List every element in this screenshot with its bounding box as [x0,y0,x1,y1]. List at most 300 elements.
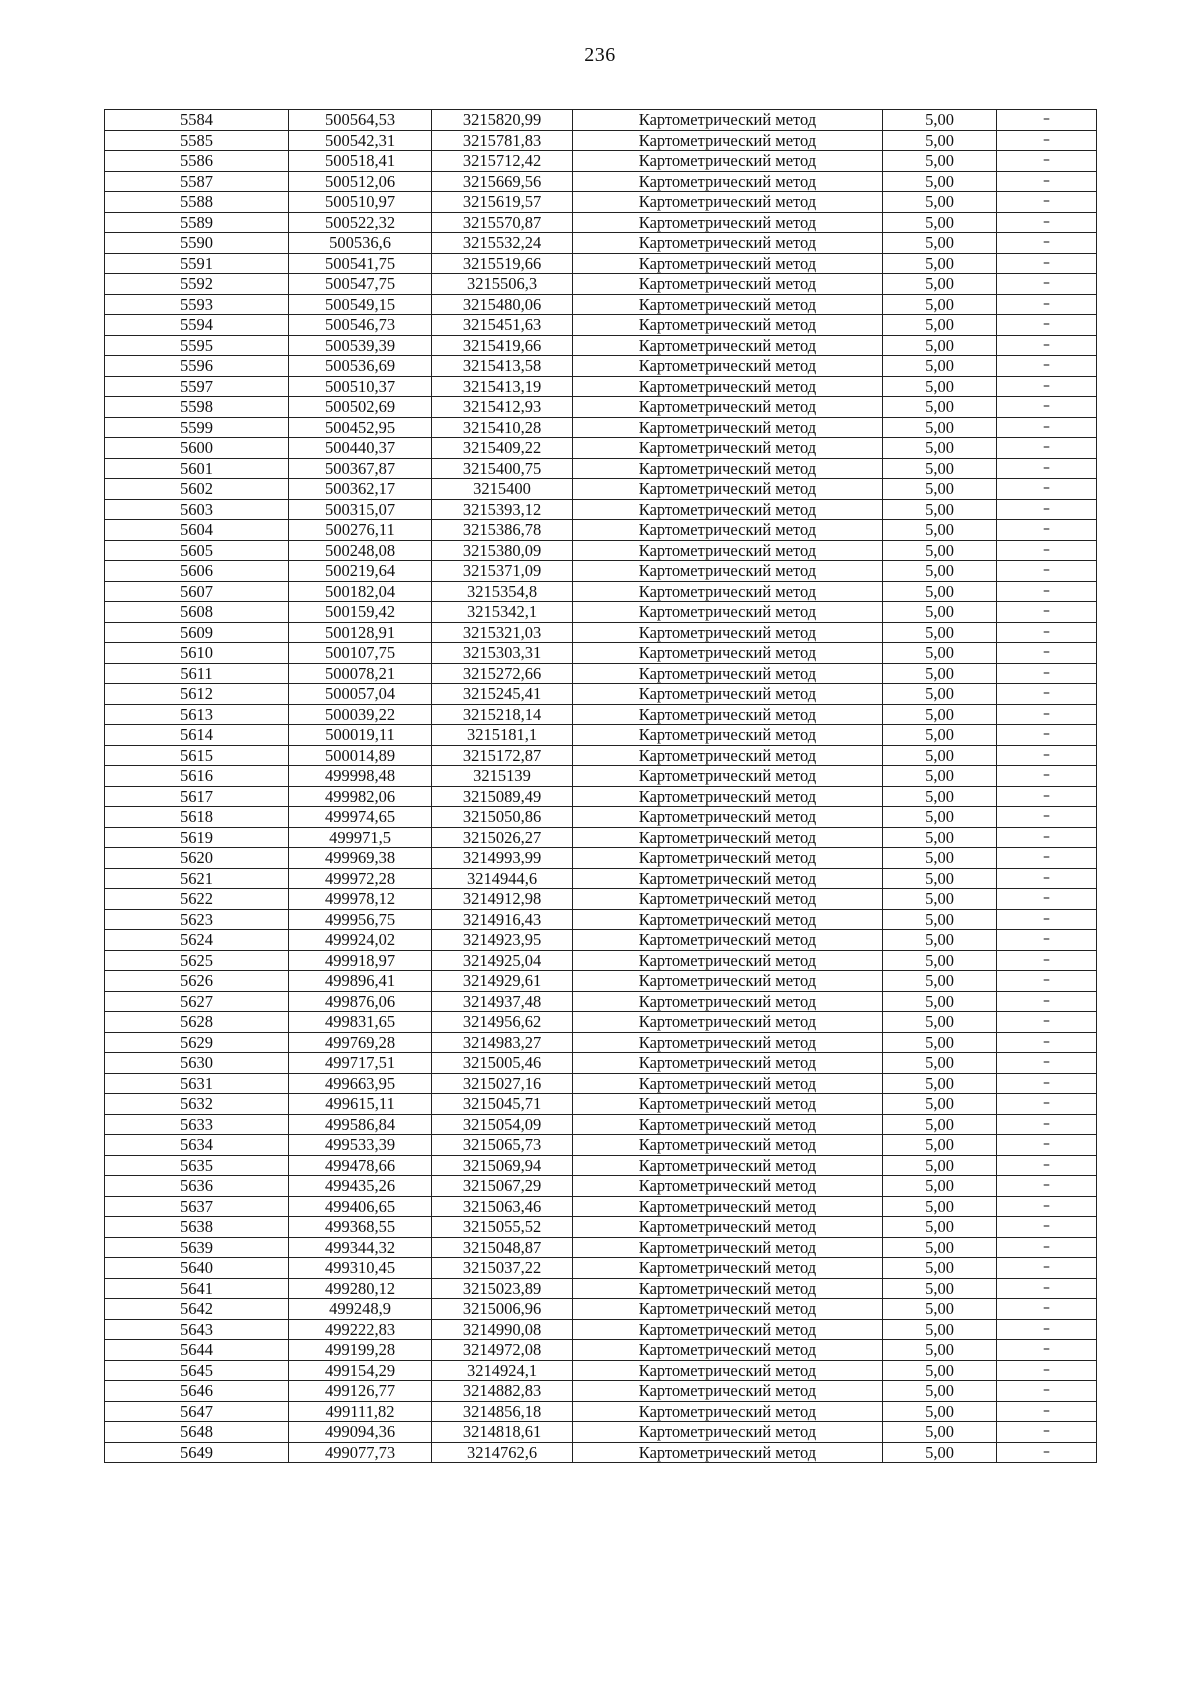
point-number-cell: 5620 [105,848,289,869]
method-cell: Картометрический метод [573,704,883,725]
x-coordinate-cell: 500248,08 [289,540,432,561]
point-number-cell: 5615 [105,745,289,766]
method-cell: Картометрический метод [573,807,883,828]
point-number-cell: 5629 [105,1032,289,1053]
x-coordinate-cell: 500502,69 [289,397,432,418]
point-number-cell: 5603 [105,499,289,520]
note-cell: – [997,315,1097,336]
y-coordinate-cell: 3215037,22 [432,1258,573,1279]
table-row [105,1258,1097,1279]
coordinates-table-body [105,110,1097,1463]
point-number-cell: 5612 [105,684,289,705]
table-row [105,1360,1097,1381]
x-coordinate-cell: 500522,32 [289,212,432,233]
note-cell: – [997,417,1097,438]
accuracy-cell: 5,00 [883,1340,997,1361]
table-row [105,233,1097,254]
point-number-cell: 5634 [105,1135,289,1156]
accuracy-cell: 5,00 [883,1196,997,1217]
y-coordinate-cell: 3215067,29 [432,1176,573,1197]
table-row [105,151,1097,172]
y-coordinate-cell: 3215181,1 [432,725,573,746]
table-row [105,909,1097,930]
table-row [105,1032,1097,1053]
accuracy-cell: 5,00 [883,622,997,643]
accuracy-cell: 5,00 [883,848,997,869]
point-number-cell: 5640 [105,1258,289,1279]
y-coordinate-cell: 3215409,22 [432,438,573,459]
table-row [105,1135,1097,1156]
method-cell: Картометрический метод [573,1094,883,1115]
point-number-cell: 5600 [105,438,289,459]
accuracy-cell: 5,00 [883,1012,997,1033]
x-coordinate-cell: 500539,39 [289,335,432,356]
point-number-cell: 5609 [105,622,289,643]
y-coordinate-cell: 3215393,12 [432,499,573,520]
x-coordinate-cell: 500057,04 [289,684,432,705]
accuracy-cell: 5,00 [883,1135,997,1156]
method-cell: Картометрический метод [573,889,883,910]
y-coordinate-cell: 3215712,42 [432,151,573,172]
method-cell: Картометрический метод [573,991,883,1012]
note-cell: – [997,1442,1097,1463]
method-cell: Картометрический метод [573,786,883,807]
point-number-cell: 5625 [105,950,289,971]
note-cell: – [997,151,1097,172]
y-coordinate-cell: 3214972,08 [432,1340,573,1361]
method-cell: Картометрический метод [573,1176,883,1197]
x-coordinate-cell: 500315,07 [289,499,432,520]
page-number: 236 [584,44,616,66]
method-cell: Картометрический метод [573,520,883,541]
accuracy-cell: 5,00 [883,1094,997,1115]
note-cell: – [997,274,1097,295]
table-row [105,971,1097,992]
x-coordinate-cell: 500546,73 [289,315,432,336]
x-coordinate-cell: 500549,15 [289,294,432,315]
note-cell: – [997,1012,1097,1033]
y-coordinate-cell: 3215089,49 [432,786,573,807]
x-coordinate-cell: 499310,45 [289,1258,432,1279]
note-cell: – [997,171,1097,192]
note-cell: – [997,192,1097,213]
method-cell: Картометрический метод [573,1299,883,1320]
note-cell: – [997,1094,1097,1115]
y-coordinate-cell: 3215303,31 [432,643,573,664]
method-cell: Картометрический метод [573,397,883,418]
method-cell: Картометрический метод [573,1442,883,1463]
method-cell: Картометрический метод [573,253,883,274]
method-cell: Картометрический метод [573,458,883,479]
method-cell: Картометрический метод [573,909,883,930]
y-coordinate-cell: 3215619,57 [432,192,573,213]
accuracy-cell: 5,00 [883,1299,997,1320]
note-cell: – [997,520,1097,541]
y-coordinate-cell: 3215820,99 [432,110,573,131]
accuracy-cell: 5,00 [883,151,997,172]
y-coordinate-cell: 3215063,46 [432,1196,573,1217]
accuracy-cell: 5,00 [883,889,997,910]
note-cell: – [997,1278,1097,1299]
table-row [105,581,1097,602]
y-coordinate-cell: 3215410,28 [432,417,573,438]
table-row [105,1176,1097,1197]
method-cell: Картометрический метод [573,1237,883,1258]
point-number-cell: 5607 [105,581,289,602]
note-cell: – [997,581,1097,602]
table-row [105,212,1097,233]
y-coordinate-cell: 3215048,87 [432,1237,573,1258]
table-row [105,540,1097,561]
x-coordinate-cell: 500440,37 [289,438,432,459]
note-cell: – [997,212,1097,233]
point-number-cell: 5621 [105,868,289,889]
note-cell: – [997,827,1097,848]
table-row [105,622,1097,643]
accuracy-cell: 5,00 [883,315,997,336]
y-coordinate-cell: 3215342,1 [432,602,573,623]
x-coordinate-cell: 499435,26 [289,1176,432,1197]
accuracy-cell: 5,00 [883,130,997,151]
x-coordinate-cell: 500564,53 [289,110,432,131]
x-coordinate-cell: 500510,37 [289,376,432,397]
y-coordinate-cell: 3214929,61 [432,971,573,992]
table-row [105,889,1097,910]
y-coordinate-cell: 3215386,78 [432,520,573,541]
accuracy-cell: 5,00 [883,1360,997,1381]
y-coordinate-cell: 3215480,06 [432,294,573,315]
x-coordinate-cell: 500542,31 [289,130,432,151]
accuracy-cell: 5,00 [883,786,997,807]
y-coordinate-cell: 3214882,83 [432,1381,573,1402]
table-row [105,1422,1097,1443]
point-number-cell: 5587 [105,171,289,192]
method-cell: Картометрический метод [573,294,883,315]
table-row [105,1073,1097,1094]
y-coordinate-cell: 3215570,87 [432,212,573,233]
accuracy-cell: 5,00 [883,643,997,664]
y-coordinate-cell: 3214925,04 [432,950,573,971]
y-coordinate-cell: 3215413,58 [432,356,573,377]
note-cell: – [997,950,1097,971]
x-coordinate-cell: 499876,06 [289,991,432,1012]
y-coordinate-cell: 3214762,6 [432,1442,573,1463]
note-cell: – [997,356,1097,377]
point-number-cell: 5597 [105,376,289,397]
x-coordinate-cell: 499248,9 [289,1299,432,1320]
y-coordinate-cell: 3215419,66 [432,335,573,356]
table-row [105,335,1097,356]
point-number-cell: 5641 [105,1278,289,1299]
point-number-cell: 5626 [105,971,289,992]
table-row [105,520,1097,541]
table-row [105,1381,1097,1402]
accuracy-cell: 5,00 [883,1422,997,1443]
y-coordinate-cell: 3214983,27 [432,1032,573,1053]
accuracy-cell: 5,00 [883,1319,997,1340]
x-coordinate-cell: 499368,55 [289,1217,432,1238]
x-coordinate-cell: 500182,04 [289,581,432,602]
accuracy-cell: 5,00 [883,1073,997,1094]
method-cell: Картометрический метод [573,130,883,151]
accuracy-cell: 5,00 [883,930,997,951]
point-number-cell: 5649 [105,1442,289,1463]
coordinates-table [104,109,1097,1463]
table-row [105,1012,1097,1033]
x-coordinate-cell: 499971,5 [289,827,432,848]
note-cell: – [997,561,1097,582]
table-row [105,1278,1097,1299]
accuracy-cell: 5,00 [883,1442,997,1463]
accuracy-cell: 5,00 [883,807,997,828]
accuracy-cell: 5,00 [883,725,997,746]
point-number-cell: 5635 [105,1155,289,1176]
table-row [105,438,1097,459]
y-coordinate-cell: 3215065,73 [432,1135,573,1156]
y-coordinate-cell: 3214993,99 [432,848,573,869]
x-coordinate-cell: 500510,97 [289,192,432,213]
x-coordinate-cell: 500128,91 [289,622,432,643]
y-coordinate-cell: 3215506,3 [432,274,573,295]
table-row [105,950,1097,971]
table-row [105,868,1097,889]
accuracy-cell: 5,00 [883,663,997,684]
accuracy-cell: 5,00 [883,1155,997,1176]
x-coordinate-cell: 499586,84 [289,1114,432,1135]
method-cell: Картометрический метод [573,684,883,705]
x-coordinate-cell: 499978,12 [289,889,432,910]
note-cell: – [997,1381,1097,1402]
table-row [105,417,1097,438]
x-coordinate-cell: 500512,06 [289,171,432,192]
y-coordinate-cell: 3215371,09 [432,561,573,582]
y-coordinate-cell: 3215400 [432,479,573,500]
note-cell: – [997,130,1097,151]
point-number-cell: 5605 [105,540,289,561]
y-coordinate-cell: 3214924,1 [432,1360,573,1381]
note-cell: – [997,1176,1097,1197]
method-cell: Картометрический метод [573,192,883,213]
point-number-cell: 5633 [105,1114,289,1135]
point-number-cell: 5642 [105,1299,289,1320]
method-cell: Картометрический метод [573,1258,883,1279]
x-coordinate-cell: 499956,75 [289,909,432,930]
note-cell: – [997,499,1097,520]
accuracy-cell: 5,00 [883,909,997,930]
note-cell: – [997,1319,1097,1340]
method-cell: Картометрический метод [573,233,883,254]
note-cell: – [997,1114,1097,1135]
accuracy-cell: 5,00 [883,171,997,192]
y-coordinate-cell: 3215380,09 [432,540,573,561]
table-row [105,499,1097,520]
y-coordinate-cell: 3215172,87 [432,745,573,766]
note-cell: – [997,1299,1097,1320]
point-number-cell: 5647 [105,1401,289,1422]
method-cell: Картометрический метод [573,1012,883,1033]
x-coordinate-cell: 499280,12 [289,1278,432,1299]
point-number-cell: 5619 [105,827,289,848]
note-cell: – [997,766,1097,787]
y-coordinate-cell: 3215400,75 [432,458,573,479]
table-row [105,1094,1097,1115]
method-cell: Картометрический метод [573,643,883,664]
y-coordinate-cell: 3215023,89 [432,1278,573,1299]
x-coordinate-cell: 500362,17 [289,479,432,500]
y-coordinate-cell: 3214937,48 [432,991,573,1012]
x-coordinate-cell: 499982,06 [289,786,432,807]
method-cell: Картометрический метод [573,1053,883,1074]
table-row [105,315,1097,336]
note-cell: – [997,1258,1097,1279]
y-coordinate-cell: 3215272,66 [432,663,573,684]
note-cell: – [997,868,1097,889]
x-coordinate-cell: 499478,66 [289,1155,432,1176]
x-coordinate-cell: 499896,41 [289,971,432,992]
y-coordinate-cell: 3214916,43 [432,909,573,930]
method-cell: Картометрический метод [573,1340,883,1361]
table-row [105,704,1097,725]
x-coordinate-cell: 499077,73 [289,1442,432,1463]
x-coordinate-cell: 499998,48 [289,766,432,787]
table-row [105,458,1097,479]
accuracy-cell: 5,00 [883,1401,997,1422]
accuracy-cell: 5,00 [883,397,997,418]
x-coordinate-cell: 499533,39 [289,1135,432,1156]
note-cell: – [997,1217,1097,1238]
method-cell: Картометрический метод [573,581,883,602]
table-row [105,376,1097,397]
x-coordinate-cell: 500276,11 [289,520,432,541]
x-coordinate-cell: 499831,65 [289,1012,432,1033]
method-cell: Картометрический метод [573,479,883,500]
x-coordinate-cell: 500078,21 [289,663,432,684]
x-coordinate-cell: 500536,69 [289,356,432,377]
note-cell: – [997,1196,1097,1217]
x-coordinate-cell: 499717,51 [289,1053,432,1074]
y-coordinate-cell: 3215055,52 [432,1217,573,1238]
table-row [105,1237,1097,1258]
method-cell: Картометрический метод [573,1217,883,1238]
accuracy-cell: 5,00 [883,1217,997,1238]
accuracy-cell: 5,00 [883,991,997,1012]
point-number-cell: 5632 [105,1094,289,1115]
accuracy-cell: 5,00 [883,868,997,889]
y-coordinate-cell: 3215069,94 [432,1155,573,1176]
x-coordinate-cell: 499111,82 [289,1401,432,1422]
x-coordinate-cell: 499918,97 [289,950,432,971]
note-cell: – [997,1360,1097,1381]
accuracy-cell: 5,00 [883,950,997,971]
point-number-cell: 5639 [105,1237,289,1258]
note-cell: – [997,991,1097,1012]
x-coordinate-cell: 500219,64 [289,561,432,582]
point-number-cell: 5598 [105,397,289,418]
method-cell: Картометрический метод [573,1073,883,1094]
note-cell: – [997,971,1097,992]
note-cell: – [997,1422,1097,1443]
y-coordinate-cell: 3215045,71 [432,1094,573,1115]
x-coordinate-cell: 499924,02 [289,930,432,951]
point-number-cell: 5594 [105,315,289,336]
method-cell: Картометрический метод [573,827,883,848]
point-number-cell: 5628 [105,1012,289,1033]
note-cell: – [997,889,1097,910]
note-cell: – [997,807,1097,828]
point-number-cell: 5648 [105,1422,289,1443]
y-coordinate-cell: 3215321,03 [432,622,573,643]
accuracy-cell: 5,00 [883,602,997,623]
method-cell: Картометрический метод [573,438,883,459]
point-number-cell: 5606 [105,561,289,582]
table-row [105,663,1097,684]
note-cell: – [997,376,1097,397]
note-cell: – [997,684,1097,705]
method-cell: Картометрический метод [573,356,883,377]
accuracy-cell: 5,00 [883,1114,997,1135]
table-row [105,848,1097,869]
x-coordinate-cell: 499615,11 [289,1094,432,1115]
x-coordinate-cell: 499969,38 [289,848,432,869]
accuracy-cell: 5,00 [883,458,997,479]
x-coordinate-cell: 500019,11 [289,725,432,746]
table-row [105,1340,1097,1361]
table-row [105,130,1097,151]
accuracy-cell: 5,00 [883,192,997,213]
point-number-cell: 5613 [105,704,289,725]
note-cell: – [997,602,1097,623]
table-row [105,807,1097,828]
y-coordinate-cell: 3214956,62 [432,1012,573,1033]
accuracy-cell: 5,00 [883,766,997,787]
method-cell: Картометрический метод [573,110,883,131]
table-row [105,397,1097,418]
table-row [105,602,1097,623]
point-number-cell: 5585 [105,130,289,151]
x-coordinate-cell: 500159,42 [289,602,432,623]
accuracy-cell: 5,00 [883,581,997,602]
point-number-cell: 5596 [105,356,289,377]
method-cell: Картометрический метод [573,1032,883,1053]
y-coordinate-cell: 3214944,6 [432,868,573,889]
point-number-cell: 5590 [105,233,289,254]
point-number-cell: 5611 [105,663,289,684]
method-cell: Картометрический метод [573,971,883,992]
method-cell: Картометрический метод [573,315,883,336]
table-row [105,253,1097,274]
table-row [105,991,1097,1012]
point-number-cell: 5643 [105,1319,289,1340]
point-number-cell: 5586 [105,151,289,172]
point-number-cell: 5610 [105,643,289,664]
method-cell: Картометрический метод [573,745,883,766]
note-cell: – [997,1237,1097,1258]
table-row [105,1319,1097,1340]
note-cell: – [997,786,1097,807]
method-cell: Картометрический метод [573,376,883,397]
x-coordinate-cell: 500107,75 [289,643,432,664]
y-coordinate-cell: 3215005,46 [432,1053,573,1074]
method-cell: Картометрический метод [573,663,883,684]
point-number-cell: 5623 [105,909,289,930]
x-coordinate-cell: 500547,75 [289,274,432,295]
table-row [105,1299,1097,1320]
note-cell: – [997,540,1097,561]
point-number-cell: 5618 [105,807,289,828]
method-cell: Картометрический метод [573,1381,883,1402]
accuracy-cell: 5,00 [883,1381,997,1402]
point-number-cell: 5604 [105,520,289,541]
